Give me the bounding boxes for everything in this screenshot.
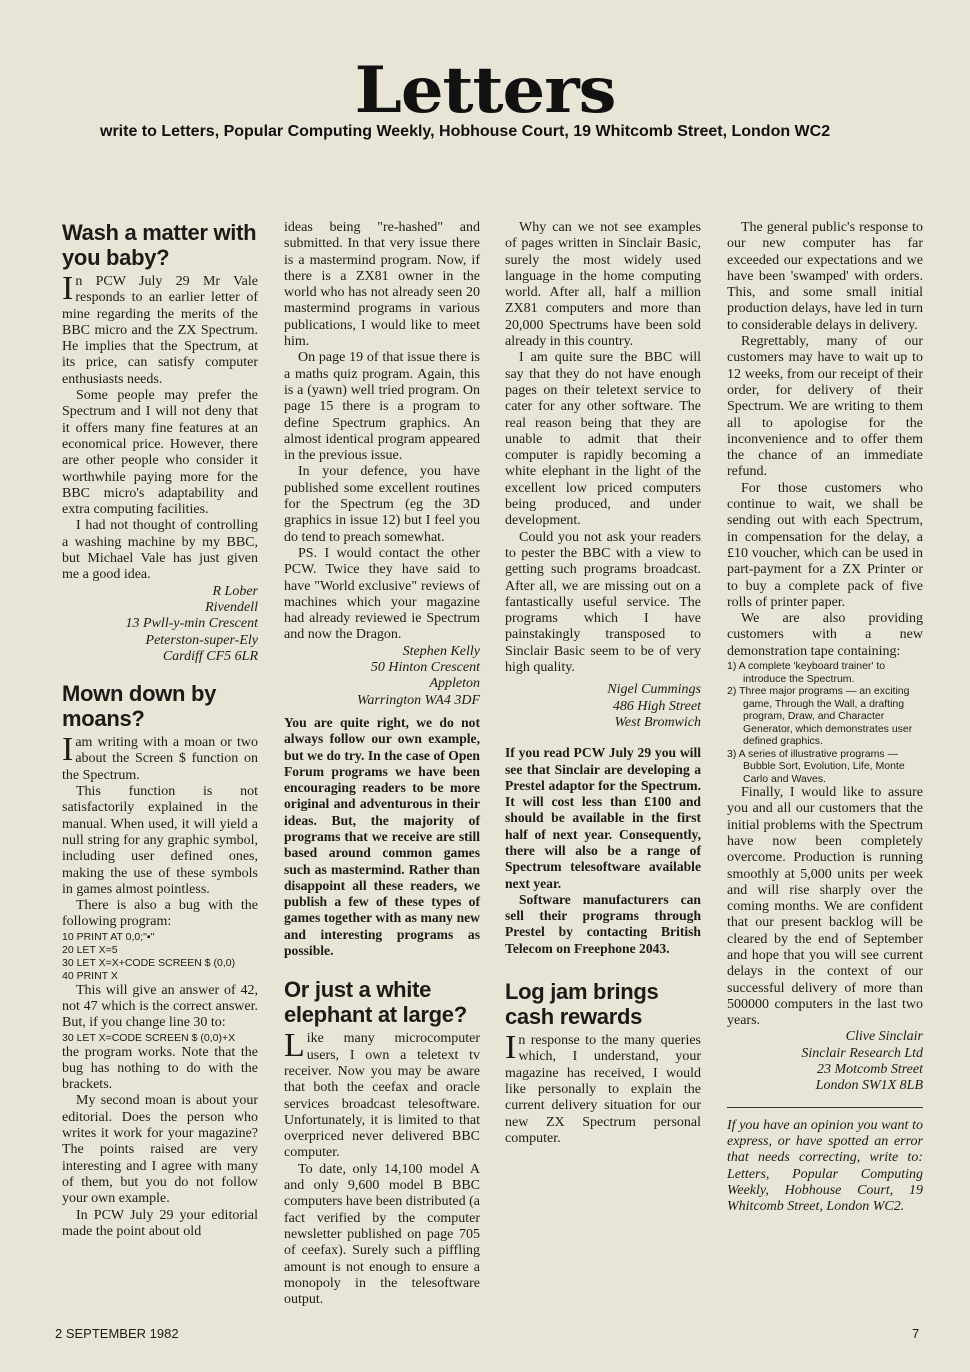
- page-number: 7: [912, 1326, 920, 1341]
- demo-tape-list: [727, 660, 923, 785]
- letter2-p7: In PCW July 29 your editorial made the point about old: [62, 1207, 258, 1239]
- page-title: Letters: [354, 53, 616, 128]
- code-line: 30 LET X=CODE SCREEN $ (0,0)+X: [62, 1031, 236, 1044]
- letter4-p3: Regrettably, many of our customers may have to wait up to 12 weeks, from our receipt of their order, for delivery of their Spectrum. We are writing to them all to apologise for the inconvenience and to offer them the chance of an immediate refund.: [727, 334, 923, 480]
- letter3-p2: To date, only 14,100 model A and only 9,600 model B BBC computers have been distributed (a fact verified by the computer newsletter published on page 705 of ceefax). Surely such a piffling amount is not enough to ensure a monopoly in the telesoftware output.: [284, 1161, 480, 1308]
- letter4-p1: In response to the many queries which, I understand, your magazine has received, I would like personally to explain the current delivery situation for our new ZX Spectrum personal computer.: [505, 1029, 701, 1146]
- letter4-heading: Log jam brings cash rewards: [505, 979, 659, 1030]
- list-item: 1) A complete 'keyboard trainer' to introduce the Spectrum.: [727, 660, 886, 685]
- letter1-signature: R Lober Rivendell 13 Pwll-y-min Crescent Peterston-super-Ely Cardiff CF5 6LR: [125, 583, 258, 664]
- letter2-p9: On page 19 of that issue there is a maths quiz program. Again, this is a (yawn) well tried program. On page 15 there is a program to define Spectrum graphics. An almost identical program appeared in the previous issue.: [284, 350, 480, 464]
- letter1-heading: Wash a matter with you baby?: [62, 220, 257, 270]
- letter2-p8: ideas being "re-hashed" and submitted. In that very issue there is a mastermind program. Now, if there is a ZX81 owner in the world who has not already seen 20 mastermind programs in various publications, I would like to meet him.: [284, 220, 480, 350]
- letter2-p10: In your defence, you have published some excellent routines for the Spectrum (eg the 3D graphics in issue 12) but I feel you do tend to preach somewhat.: [284, 464, 480, 545]
- letter3-p4: I am quite sure the BBC will say that they do not have enough pages on their teletext service to cater for any other software. The real reason being that they are unable to admit that their computer is rapidly becoming a white elephant in the light of the excellent low priced computers being produced, and under development.: [505, 350, 701, 529]
- column-1: [62, 220, 258, 1240]
- divider: [727, 1107, 923, 1108]
- letter2-signature: Stephen Kelly 50 Hinton Crescent Appleton Warrington WA4 3DF: [357, 643, 480, 708]
- drop-cap: I: [505, 1029, 517, 1067]
- code-listing: 10 PRINT AT 0,0;"▪" 20 LET X=5 30 LET X=X+CODE SCREEN $ (0,0) 40 PRINT X: [62, 930, 236, 982]
- invite-note: If you have an opinion you want to express, or have spotted an error that needs correcting, write to: Letters, Popular Computing Weekly, Hobhouse Court, 19 Whitcomb Street, London WC2.: [727, 1117, 923, 1215]
- letter3-p1: Like many microcomputer users, I own a teletext tv receiver. Now you may be aware that both the ceefax and oracle services broadcast telesoftware. Unfortunately, it is limited to that overpriced never delivered BBC computer.: [284, 1027, 480, 1161]
- letter4-p2: The general public's response to our new computer has far exceeded our expectations and we have been 'swamped' with orders. This, and some small initial production delays, have led in turn to considerable delays in delivery.: [727, 220, 923, 333]
- drop-cap: L: [284, 1027, 305, 1065]
- masthead: [0, 55, 970, 127]
- letter4-p4: For those customers who continue to wait, we shall be sending out with each Spectrum, in compensation for the delay, a £10 voucher, which can be used in part-payment for a ZX Printer or to buy a complete pack of five rolls of printer paper.: [727, 480, 923, 610]
- letter2-p1: Iam writing with a moan or two about the Screen $ function on the Spectrum.: [62, 731, 258, 783]
- letter4-signature: Clive Sinclair Sinclair Research Ltd 23 Motcomb Street London SW1X 8LB: [801, 1029, 923, 1094]
- letter2-p11: PS. I would contact the other PCW. Twice they have said to have "World exclusive" reviews of machines which your magazine had already reviewed ie Spectrum and now the Dragon.: [284, 545, 480, 643]
- letter3-signature: Nigel Cummings 486 High Street West Bromwich: [607, 682, 701, 730]
- letter2-p2: This function is not satisfactorily explained in the manual. When used, it will yield a null string for any graphic symbol, including user defined ones, making the use of these symbols in games almost pointless.: [62, 784, 258, 897]
- letter1-p2: Some people may prefer the Spectrum and I will not deny that it offers many fine features at an economical price. However, there are other people who consider it worthwhile paying more for the BBC micro's adaptability and extra computing facilities.: [62, 388, 258, 518]
- drop-cap: I: [62, 270, 74, 307]
- letter3-p3: Why can we not see examples of pages written in Sinclair Basic, surely the most widely used language in the home computing world. After all, half a million ZX81 computers and more than 20,000 Spectrums have been sold already in this country.: [505, 220, 701, 350]
- letter3-p5: Could you not ask your readers to pester the BBC with a view to getting such programs broadcast. After all, we are missing out on a fantastically useful service. The programs which I have painstakingly transposed to Sinclair Basic seem to be of very high quality.: [505, 529, 701, 676]
- letter1-p3: I had not thought of controlling a washing machine by my BBC, but Michael Vale has just given me a good idea.: [62, 518, 258, 583]
- issue-date: 2 SEPTEMBER 1982: [55, 1326, 179, 1341]
- editor-reply: If you read PCW July 29 you will see that Sinclair are developing a Prestel adaptor for the Spectrum. It will cost less than £100 and should be available in the first half of next year. Consequently, there will also be a range of Spectrum telesoftware available next year. Software manufacturers can sell their programs through Prestel by contacting British Telecom on Freephone 2043.: [505, 745, 701, 956]
- letter2-heading: Mown down by moans?: [62, 681, 217, 732]
- letter2-p3: There is also a bug with the following program:: [62, 898, 258, 930]
- letter2-p6: My second moan is about your editorial. Does the person who writes it work for your magazine? The points raised are very interesting and I agree with many of them, but you do not follow your own example.: [62, 1093, 258, 1207]
- letter3-heading: Or just a white elephant at large?: [284, 977, 467, 1028]
- list-item: 3) A series of illustrative programs — Bubble Sort, Evolution, Life, Monte Carlo and Waves.: [727, 747, 905, 785]
- address-line: write to Letters, Popular Computing Weekly, Hobhouse Court, 19 Whitcomb Street, London WC2: [100, 123, 831, 140]
- letter4-p6: Finally, I would like to assure you and all our customers that the initial problems with the Spectrum have now been completely overcome. Production is running smoothly at 5,000 units per week and will rise sharply over the coming months. We are confident that our present backlog will be cleared by the end of September and hope that you will see current delays in the context of our successful delivery of more than 500000 computers in the last two years.: [727, 785, 923, 1029]
- editor-reply: You are quite right, we do not always follow our own example, but we do try. In the case of Open Forum programs we have been encouraging readers to be more original and adventurous in their ideas. But, the majority of programs that we receive are still based around common games such as mastermind. Rather than disappoint all these readers, we publish a few of these types of games together with as many new and interesting programs as possible.: [284, 714, 480, 959]
- column-4: [727, 220, 923, 1215]
- letter2-p4: This will give an answer of 42, not 47 which is the correct answer. But, if you change line 30 to:: [62, 982, 258, 1031]
- letter2-p5: the program works. Note that the bug has nothing to do with the brackets.: [62, 1044, 258, 1093]
- drop-cap: I: [62, 731, 74, 769]
- list-item: 2) Three major programs — an exciting game, Through the Wall, a drafting program, Draw, and Character Generator, which demonstrates user defined graphics.: [727, 685, 913, 748]
- column-2: [284, 220, 480, 1308]
- letter1-p1: In PCW July 29 Mr Vale responds to an earlier letter of mine regarding the merits of the BBC micro and the ZX Spectrum. He implies that the Spectrum, at its price, can satisfy computer enthusiasts needs.: [62, 270, 258, 387]
- column-3: [505, 220, 701, 1147]
- letter4-p5: We are also providing customers with a new demonstration tape containing:: [727, 611, 923, 659]
